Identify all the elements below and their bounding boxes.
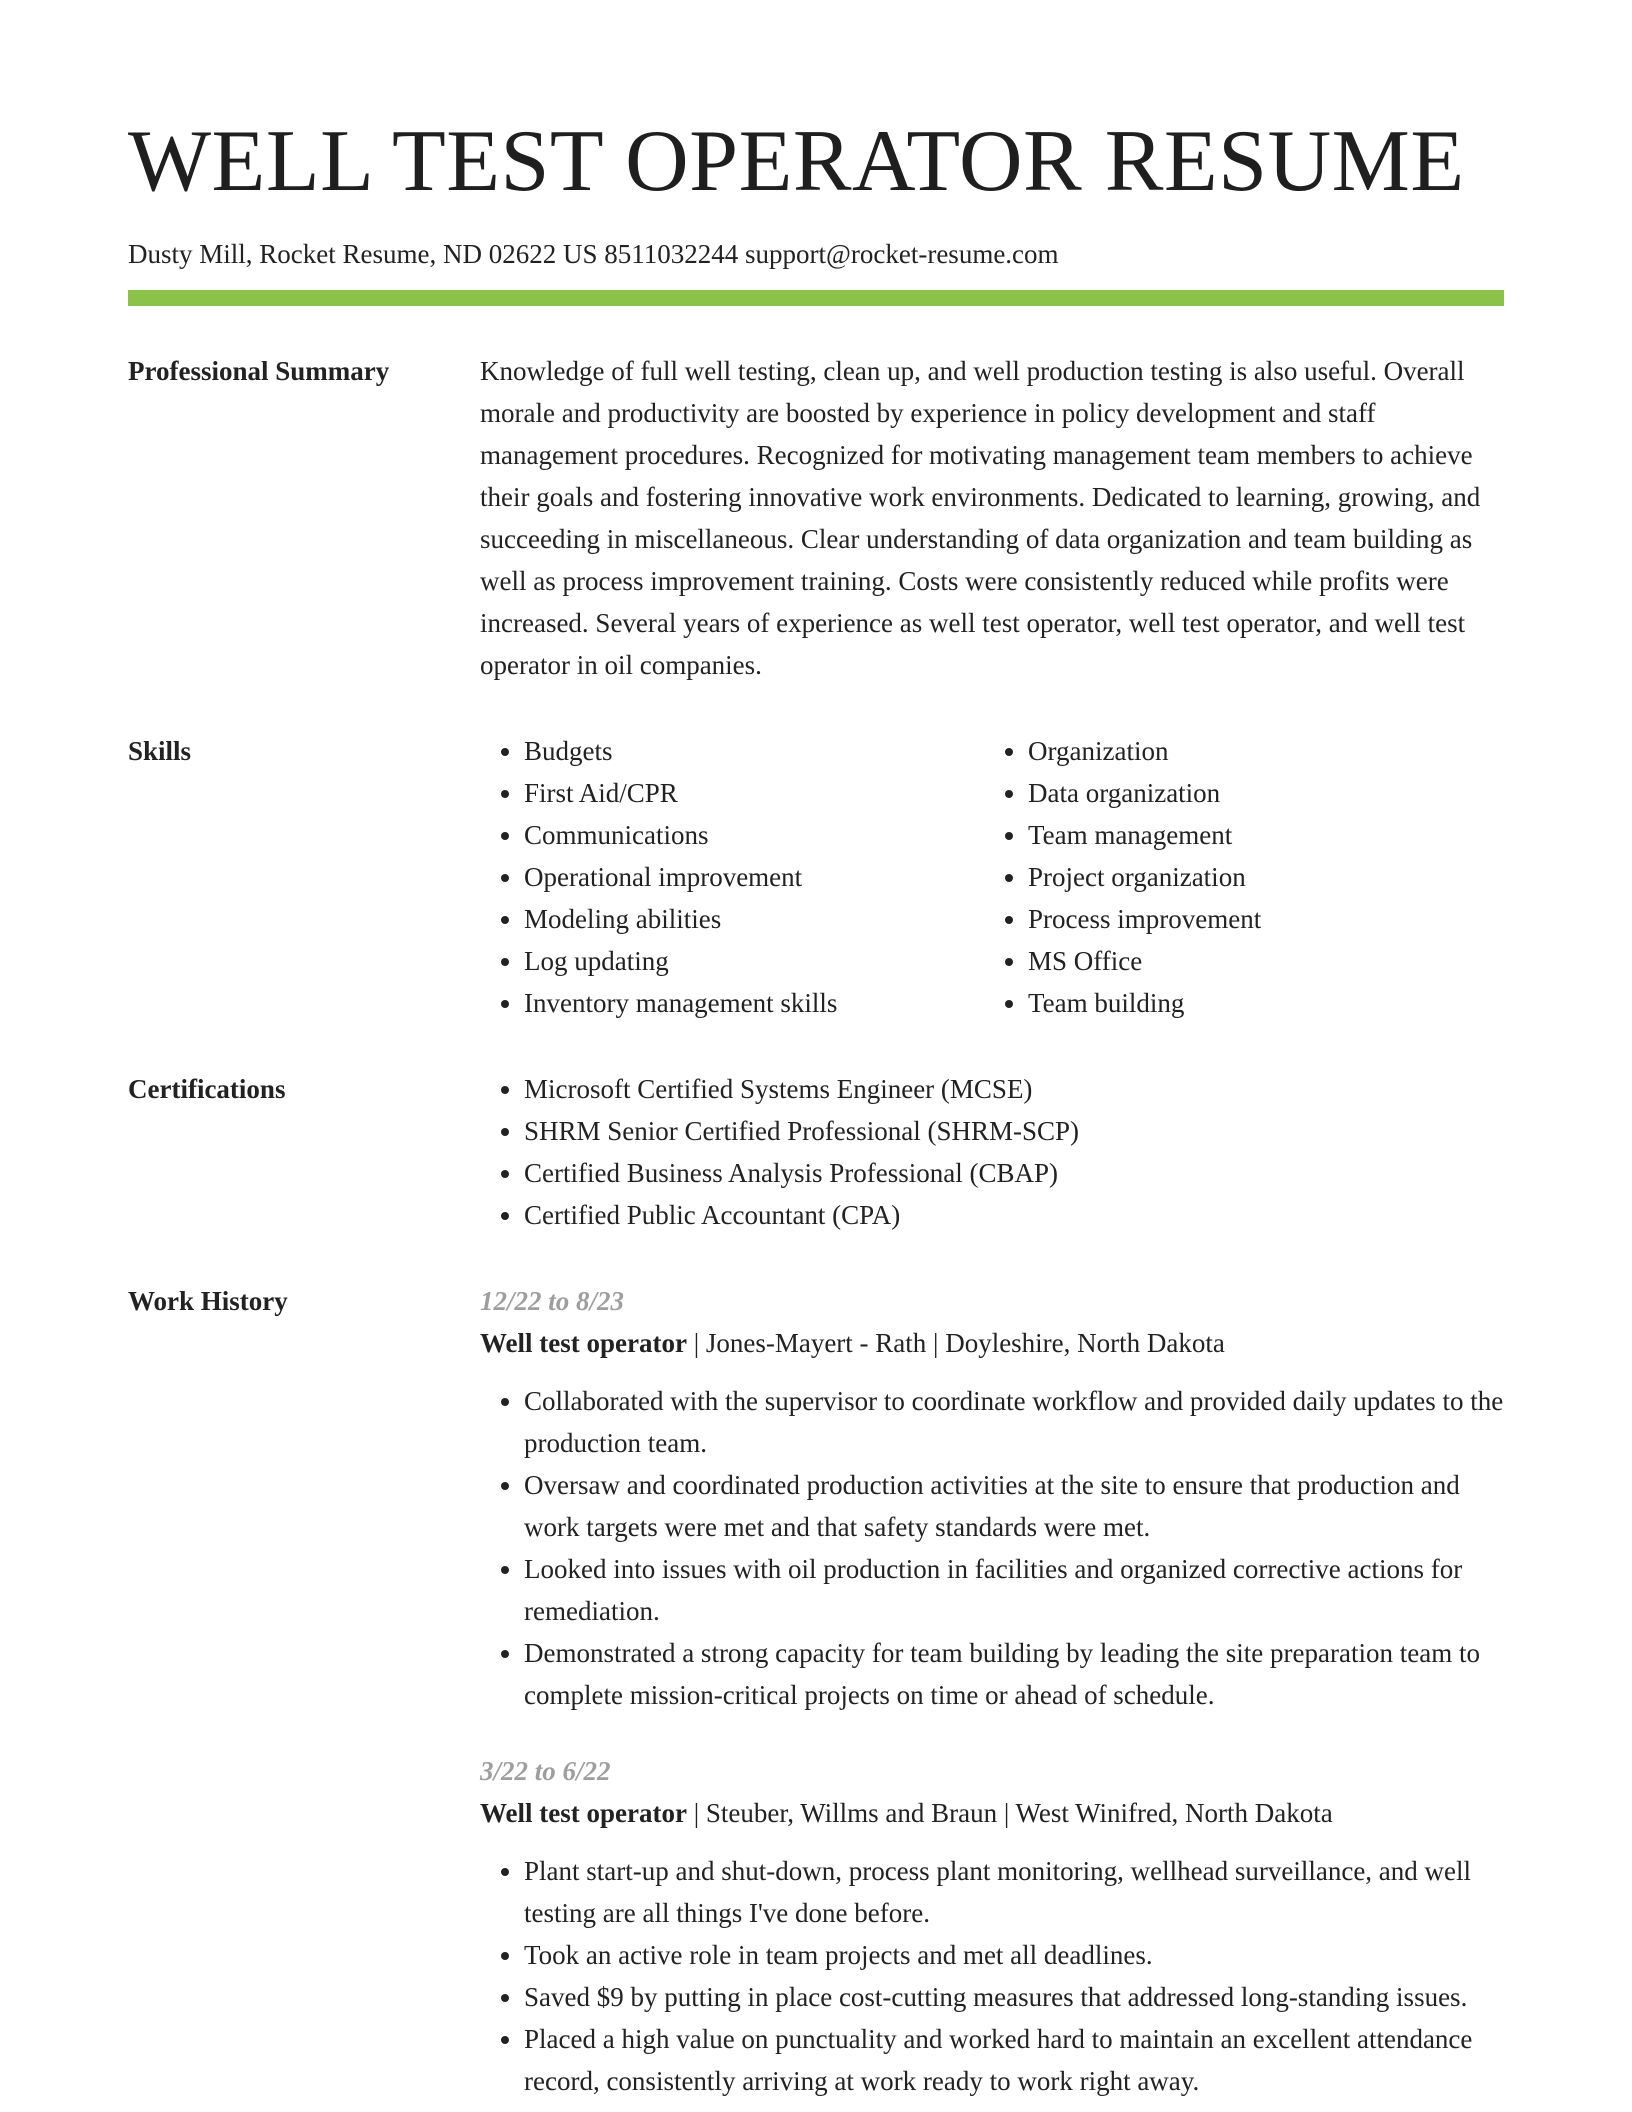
job-title: Well test operator: [480, 1328, 687, 1358]
contact-email[interactable]: support@rocket-resume.com: [745, 239, 1059, 269]
skill-item: • Team building: [1028, 982, 1504, 1024]
contact-name: Dusty Mill,: [128, 239, 253, 269]
professional-summary-section: [128, 350, 1504, 686]
job-bullets: [480, 1380, 1504, 1716]
skill-item: • Inventory management skills: [524, 982, 984, 1024]
certification-item: • SHRM Senior Certified Professional (SHRM-SCP): [524, 1110, 1504, 1152]
job-entry: [480, 1750, 1504, 2102]
job-dates: 3/22 to 6/22: [480, 1756, 611, 1786]
job-dates: 12/22 to 8/23: [480, 1286, 625, 1316]
skill-item: • MS Office: [1028, 940, 1504, 982]
skill-item: • Budgets: [524, 730, 984, 772]
contact-line: [128, 236, 1504, 272]
resume-title: WELL TEST OPERATOR RESUME: [128, 113, 1465, 210]
skill-item: • Team management: [1028, 814, 1504, 856]
certification-item: • Microsoft Certified Systems Engineer (MCSE): [524, 1068, 1504, 1110]
job-details: | Jones-Mayert - Rath | Doyleshire, North Dakota: [686, 1328, 1225, 1358]
job-details: | Steuber, Willms and Braun | West Winifred, North Dakota: [686, 1798, 1333, 1828]
certifications-section: [128, 1068, 1504, 1236]
skill-item: • Communications: [524, 814, 984, 856]
certification-item: • Certified Public Accountant (CPA): [524, 1194, 1504, 1236]
job-bullet: • Plant start-up and shut-down, process plant monitoring, wellhead surveillance, and well testing are all things I've done before.: [524, 1850, 1504, 1934]
job-bullet: • Demonstrated a strong capacity for team building by leading the site preparation team to complete mission-critical projects on time or ahead of schedule.: [524, 1632, 1504, 1716]
job-bullet: • Collaborated with the supervisor to coordinate workflow and provided daily updates to the production team.: [524, 1380, 1504, 1464]
section-label-summary: Professional Summary: [128, 356, 390, 386]
skill-item: • Modeling abilities: [524, 898, 984, 940]
certification-item: • Certified Business Analysis Professional (CBAP): [524, 1152, 1504, 1194]
skill-item: • Log updating: [524, 940, 984, 982]
job-bullet: • Looked into issues with oil production in facilities and organized corrective actions for remediation.: [524, 1548, 1504, 1632]
summary-text: Knowledge of full well testing, clean up, and well production testing is also useful. Overall morale and productivity are boosted by experience in policy development and staff management procedures. Recognized for motivating management team members to achieve their goals and fostering innovative work environments. Dedicated to learning, growing, and succeeding in miscellaneous. Clear understanding of data organization and team building as well as process improvement training. Costs were consistently reduced while profits were increased. Several years of experience as well test operator, well test operator, and well test operator in oil companies.: [480, 356, 1481, 680]
section-label-skills: Skills: [128, 736, 192, 766]
contact-state-zip: ND 02622 US: [443, 239, 598, 269]
job-title: Well test operator: [480, 1798, 687, 1828]
accent-divider: [128, 290, 1504, 306]
job-bullets: [480, 1850, 1504, 2102]
skill-item: • Process improvement: [1028, 898, 1504, 940]
skills-list-right: [984, 730, 1504, 1024]
skill-item: • Organization: [1028, 730, 1504, 772]
job-bullet: • Saved $9 by putting in place cost-cutting measures that addressed long-standing issues.: [524, 1976, 1504, 2018]
skills-list-left: [480, 730, 984, 1024]
skill-item: • Project organization: [1028, 856, 1504, 898]
job-heading: [480, 1792, 1504, 1834]
section-label-work-history: Work History: [128, 1286, 288, 1316]
skill-item: • Operational improvement: [524, 856, 984, 898]
skill-item: • First Aid/CPR: [524, 772, 984, 814]
work-history-section: [128, 1280, 1504, 2102]
skills-section: [128, 730, 1504, 1024]
job-bullet: • Took an active role in team projects and met all deadlines.: [524, 1934, 1504, 1976]
certifications-list: [480, 1068, 1504, 1236]
job-heading: [480, 1322, 1504, 1364]
job-bullet: • Placed a high value on punctuality and worked hard to maintain an excellent attendance record, consistently arriving at work ready to work right away.: [524, 2018, 1504, 2102]
job-entry: [480, 1280, 1504, 1716]
contact-phone: 8511032244: [604, 239, 739, 269]
job-bullet: • Oversaw and coordinated production activities at the site to ensure that production and work targets were met and that safety standards were met.: [524, 1464, 1504, 1548]
section-label-certifications: Certifications: [128, 1074, 286, 1104]
skill-item: • Data organization: [1028, 772, 1504, 814]
contact-city: Rocket Resume,: [259, 239, 437, 269]
